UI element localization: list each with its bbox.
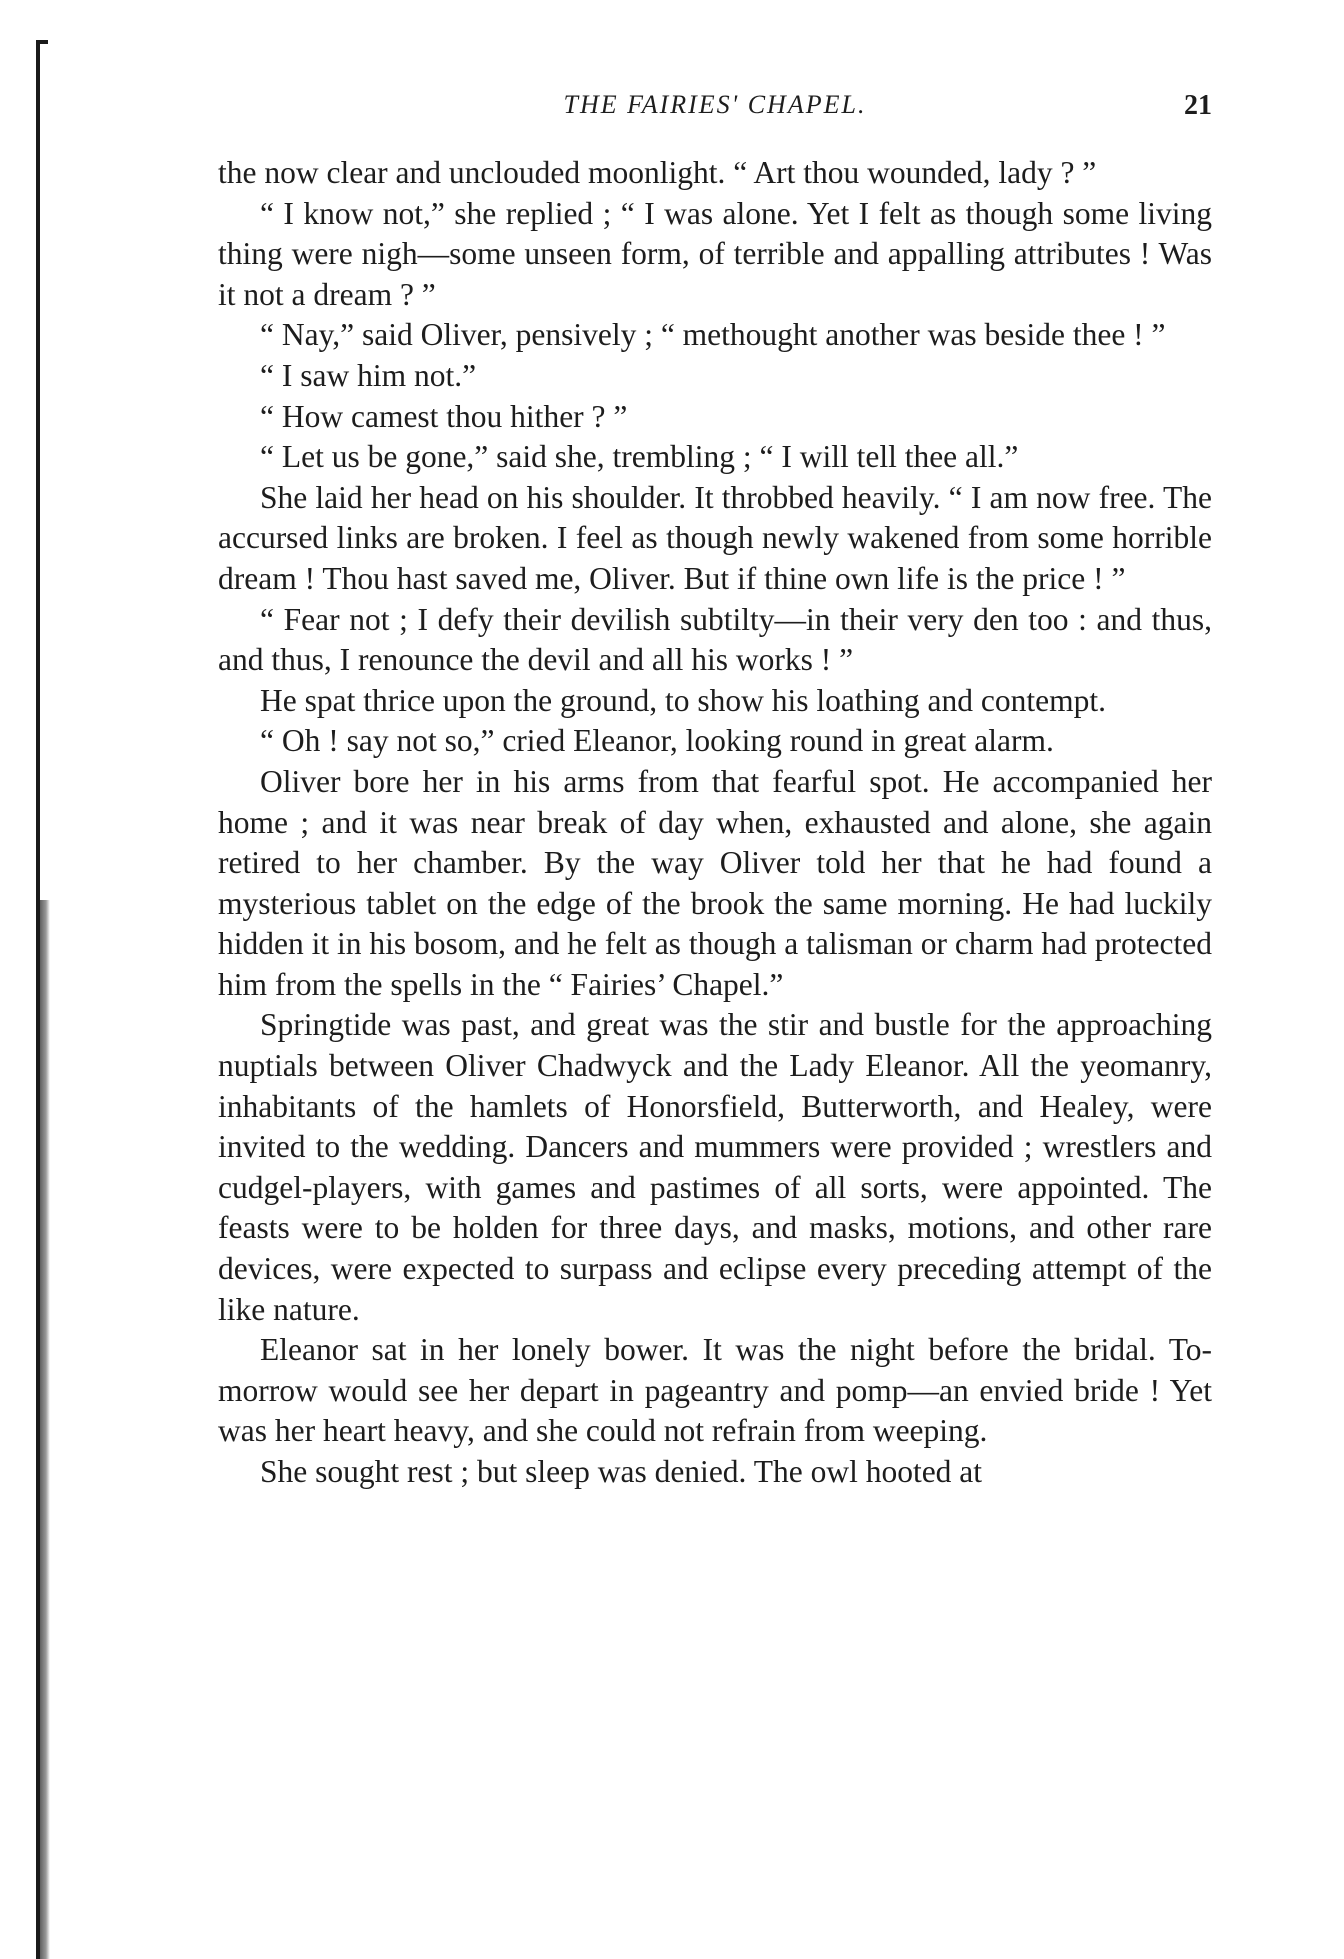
page-binding-shadow <box>40 900 50 1959</box>
paragraph: “ I saw him not.” <box>260 357 477 393</box>
paragraph: Eleanor sat in her lonely bower. It was the night before the bridal. To-morrow would see her depart in pageantry and pomp—an envied bride ! Yet was her heart heavy, and she could not refrain from weeping. <box>218 1332 1212 1449</box>
paragraph: “ How camest thou hither ? ” <box>260 398 628 434</box>
paragraph: Oliver bore her in his arms from that fearful spot. He accompanied her home ; and it was near break of day when, exhausted and alone, she again retired to her chamber. By the way Oliver told her that he had found a mysterious tablet on the edge of the brook the same morning. He had luckily hidden it in his bosom, and he felt as though a talisman or charm had protected him from the spells in the “ Fairies’ Chapel.” <box>218 763 1212 1002</box>
page-number: 21 <box>1184 90 1212 121</box>
paragraph: He spat thrice upon the ground, to show his loathing and contempt. <box>260 682 1106 718</box>
paragraph: She sought rest ; but sleep was denied. The owl hooted at <box>260 1454 983 1489</box>
body-text <box>218 153 1212 1493</box>
paragraph: Springtide was past, and great was the stir and bustle for the approaching nuptials between Oliver Chadwyck and the Lady Eleanor. All the yeomanry, inhabitants of the hamlets of Honorsfield, Butterworth, and Healey, were invited to the wedding. Dancers and mummers were provided ; wrestlers and cudgel-players, with games and pastimes of all sorts, were appointed. The feasts were to be holden for three days, and masks, motions, and other rare devices, were expected to surpass and eclipse every preceding attempt of the like nature. <box>218 1007 1212 1327</box>
paragraph: “ I know not,” she replied ; “ I was alone. Yet I felt as though some living thing were nigh—some unseen form, of terrible and appalling attributes ! Was it not a dream ? ” <box>218 195 1212 312</box>
paragraph-continuation: the now clear and unclouded moonlight. “ Art thou wounded, lady ? ” <box>218 155 1097 190</box>
paragraph: “ Oh ! say not so,” cried Eleanor, looking round in great alarm. <box>260 723 1054 759</box>
paragraph: “ Fear not ; I defy their devilish subtilty—in their very den too : and thus, and thus, I renounce the devil and all his works ! ” <box>218 601 1212 678</box>
page-binding-tick <box>36 40 48 44</box>
running-title: THE FAIRIES' CHAPEL. <box>563 90 867 119</box>
paragraph: “ Let us be gone,” said she, trembling ; “ I will tell thee all.” <box>260 439 1019 475</box>
running-head <box>218 90 1212 130</box>
paragraph: “ Nay,” said Oliver, pensively ; “ methought another was beside thee ! ” <box>260 317 1166 353</box>
paragraph: She laid her head on his shoulder. It throbbed heavily. “ I am now free. The accursed links are broken. I feel as though newly wakened from some horrible dream ! Thou hast saved me, Oliver. But if thine own life is the price ! ” <box>218 479 1212 596</box>
